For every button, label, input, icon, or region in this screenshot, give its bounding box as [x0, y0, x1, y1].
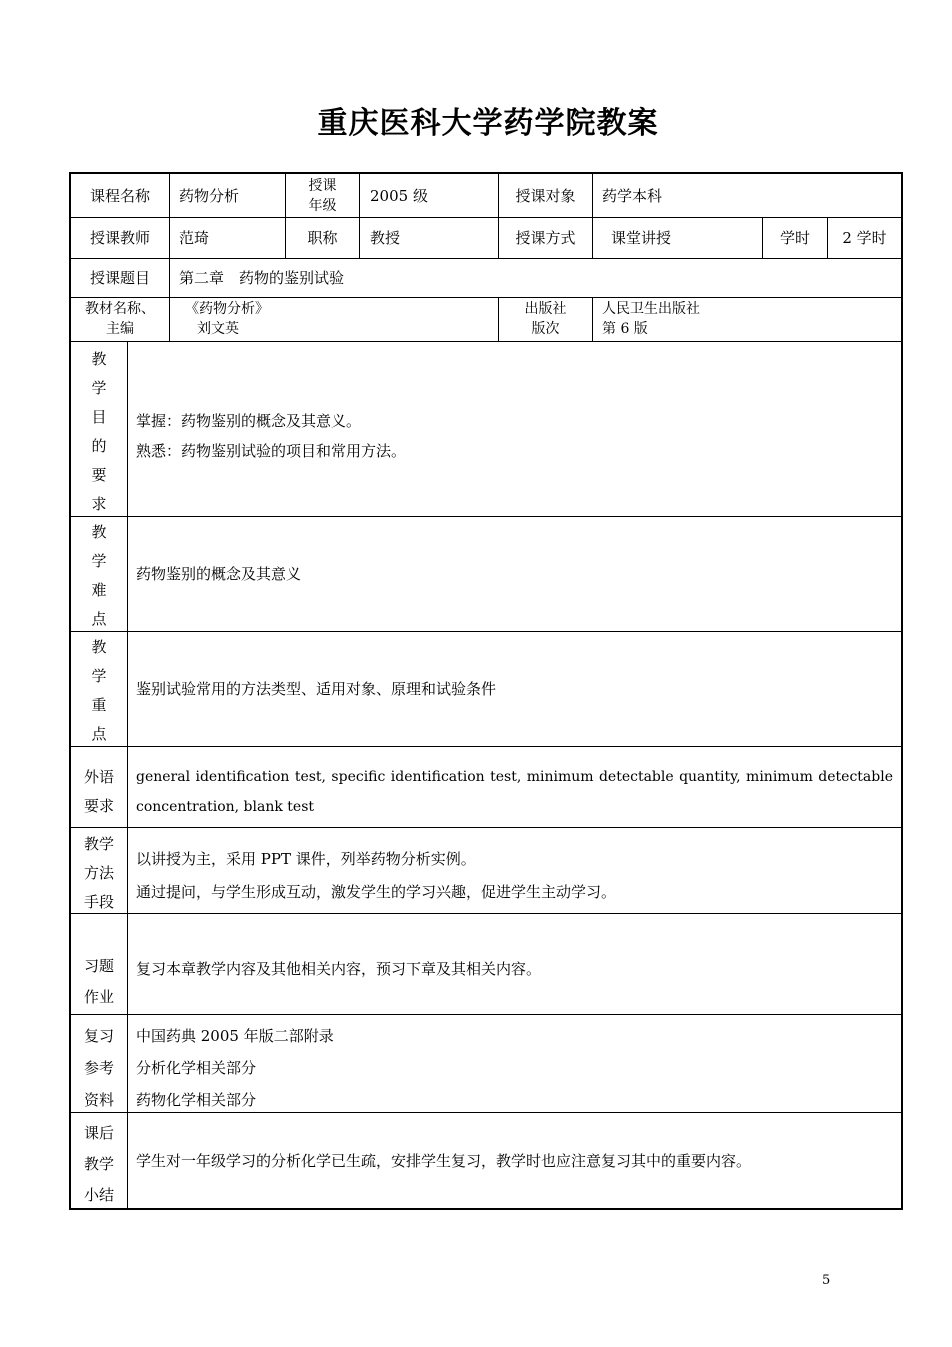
keypoints-label-char: 学 [91, 667, 107, 685]
summary-label-line: 小结 [83, 1186, 114, 1204]
goals-line: 熟悉：药物鉴别试验的项目和常用方法。 [136, 442, 407, 460]
publisher-label-line2: 版次 [531, 321, 560, 337]
language-content [136, 762, 893, 822]
page-title: 重庆医科大学药学院教案 [317, 106, 659, 141]
reference-item: 中国药典 2005 年版二部附录 [136, 1027, 334, 1045]
goals-content [136, 406, 886, 466]
keypoints-label-char: 教 [91, 638, 107, 656]
hours-label: 学时 [779, 229, 810, 247]
methods-content [136, 843, 886, 909]
references-label [71, 1020, 127, 1116]
methods-label-line: 手段 [83, 893, 114, 911]
summary-label-line: 教学 [83, 1155, 114, 1173]
textbook-editor: 刘文英 [197, 321, 239, 337]
publisher-name: 人民卫生出版社 [602, 301, 700, 317]
reference-item: 分析化学相关部分 [136, 1059, 257, 1077]
references-content [136, 1020, 886, 1116]
method-value: 课堂讲授 [611, 229, 672, 247]
grade-label-line2: 年级 [308, 198, 337, 214]
summary-label-line: 课后 [83, 1124, 114, 1142]
publisher-value [602, 299, 892, 341]
goals-label-char: 学 [91, 379, 107, 397]
language-line: concentration, blank test [136, 799, 315, 815]
course-name-label: 课程名称 [89, 186, 150, 205]
goals-label-char: 教 [91, 350, 107, 368]
goals-label-char: 要 [91, 466, 107, 484]
grade-value: 2005 级 [370, 186, 428, 205]
keypoints-content: 鉴别试验常用的方法类型、适用对象、原理和试验条件 [136, 680, 497, 698]
textbook-title: 《药物分析》 [185, 301, 269, 317]
teacher-label: 授课教师 [89, 229, 150, 247]
summary-content: 学生对一年级学习的分析化学已生疏，安排学生复习，教学时也应注意复习其中的重要内容。 [136, 1151, 752, 1170]
audience-label: 授课对象 [515, 186, 576, 205]
difficulty-label-char: 点 [91, 610, 107, 628]
homework-label [71, 951, 127, 1013]
methods-line: 以讲授为主，采用 PPT 课件，列举药物分析实例。 [136, 850, 476, 868]
topic-value: 第二章 药物的鉴别试验 [179, 269, 345, 287]
homework-label-line: 习题 [83, 957, 114, 975]
rank-label: 职称 [307, 229, 338, 247]
goals-label [71, 345, 127, 519]
references-label-line: 资料 [83, 1091, 114, 1109]
grade-label [286, 176, 359, 216]
method-label: 授课方式 [515, 229, 576, 247]
publisher-label-line1: 出版社 [524, 301, 567, 317]
methods-line: 通过提问，与学生形成互动，激发学生的学习兴趣，促进学生主动学习。 [136, 883, 617, 901]
difficulty-label-char: 学 [91, 552, 107, 570]
goals-line: 掌握：药物鉴别的概念及其意义。 [136, 412, 362, 430]
hours-value: 2 学时 [842, 229, 887, 247]
audience-value: 药学本科 [602, 186, 663, 205]
grade-label-line1: 授课 [308, 178, 337, 194]
textbook-value [185, 299, 485, 341]
homework-content: 复习本章教学内容及其他相关内容，预习下章及其相关内容。 [136, 960, 542, 978]
difficulty-content: 药物鉴别的概念及其意义 [136, 565, 302, 583]
rank-value: 教授 [370, 229, 401, 247]
textbook-label-line1: 教材名称、 [85, 301, 155, 317]
methods-label-line: 教学 [83, 835, 114, 853]
publisher-edition: 第 6 版 [602, 321, 648, 337]
language-line: general identification test, specific identification test, minimum detectable quantity, minimum detectable [136, 769, 893, 785]
references-label-line: 参考 [83, 1059, 114, 1077]
methods-label [71, 830, 127, 917]
difficulty-label-char: 教 [91, 523, 107, 541]
course-name-value: 药物分析 [179, 186, 240, 205]
topic-label: 授课题目 [89, 269, 150, 287]
teacher-value: 范琦 [179, 229, 210, 247]
textbook-label [71, 299, 169, 341]
publisher-label [499, 299, 592, 341]
language-label [71, 763, 127, 821]
keypoints-label [71, 633, 127, 749]
goals-label-char: 目 [91, 408, 107, 426]
reference-item: 药物化学相关部分 [136, 1091, 257, 1109]
difficulty-label [71, 518, 127, 634]
language-label-line: 外语 [83, 768, 114, 786]
page-number: 5 [822, 1273, 831, 1288]
keypoints-label-char: 重 [91, 696, 107, 714]
homework-label-line: 作业 [83, 988, 114, 1006]
references-label-line: 复习 [83, 1027, 114, 1045]
methods-label-line: 方法 [83, 864, 114, 882]
difficulty-label-char: 难 [91, 581, 107, 599]
goals-label-char: 求 [91, 495, 107, 513]
goals-label-char: 的 [91, 437, 107, 455]
keypoints-label-char: 点 [91, 725, 107, 743]
language-label-line: 要求 [83, 797, 114, 815]
summary-label [71, 1118, 127, 1211]
textbook-label-line2: 主编 [106, 321, 134, 337]
